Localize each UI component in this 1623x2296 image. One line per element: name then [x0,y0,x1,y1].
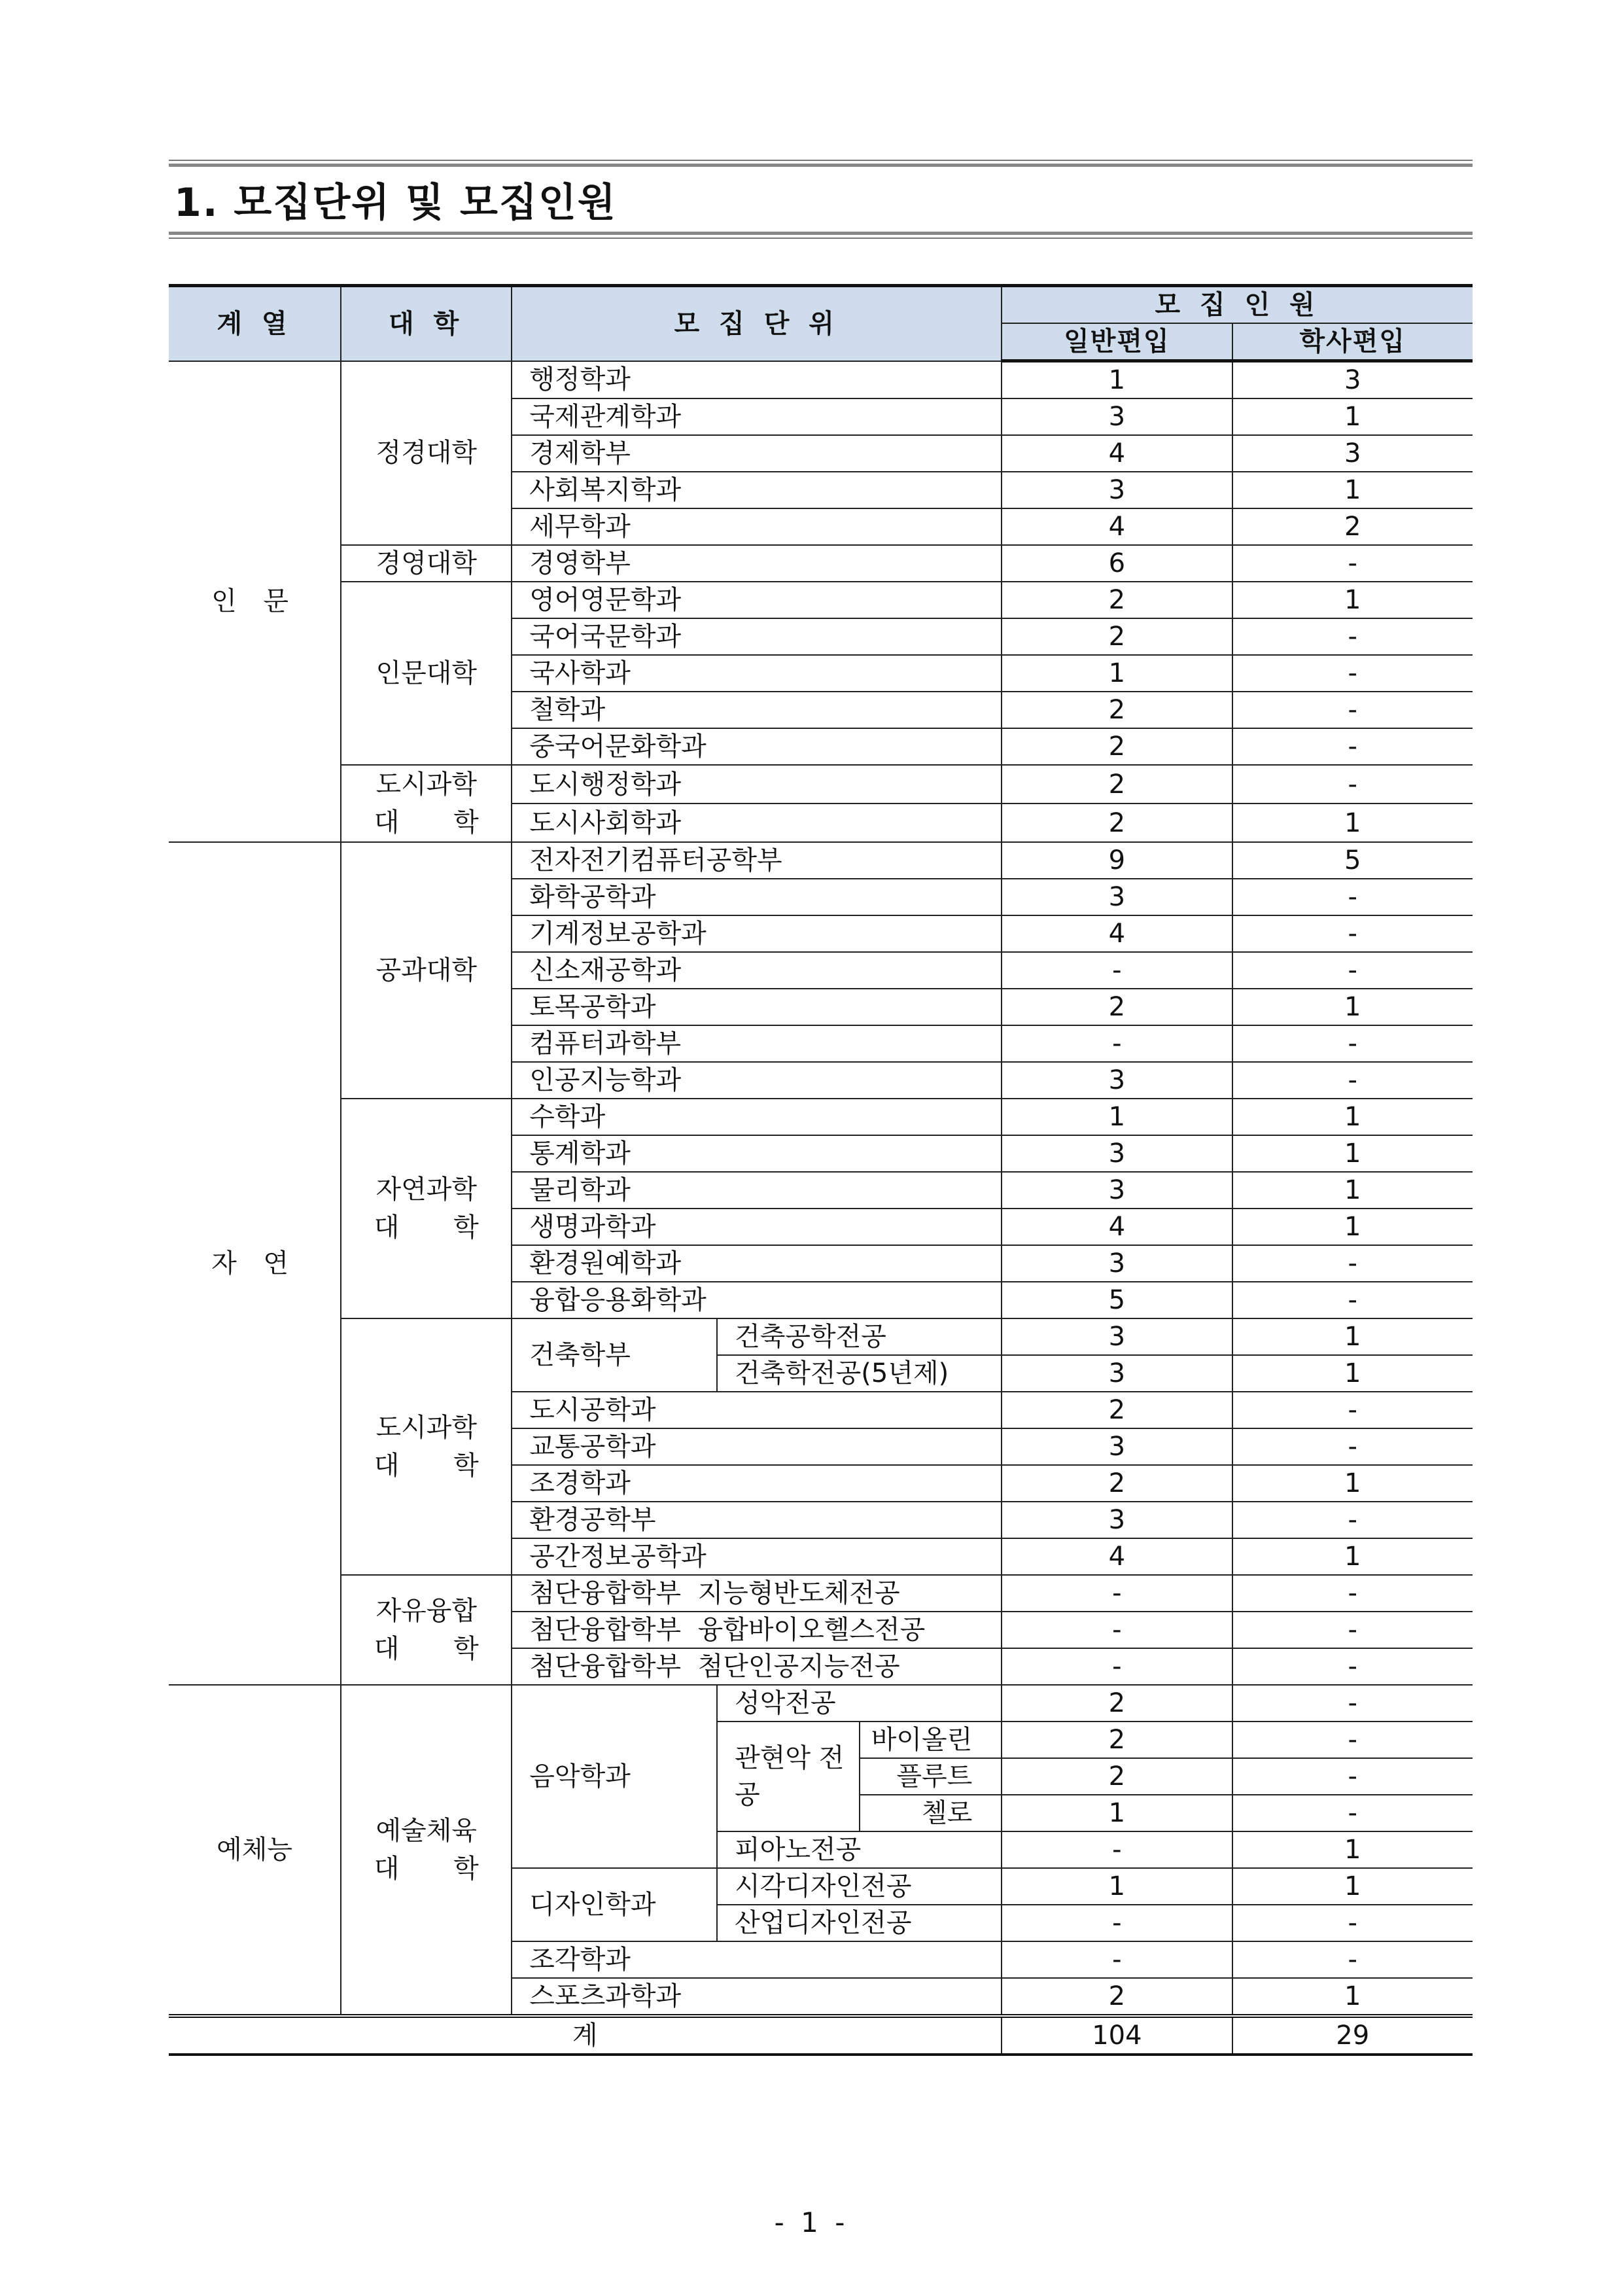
unit-cell: 사회복지학과 [512,472,1002,508]
category-cell: 자 연 [169,842,341,1685]
unit-cell: 화학공학과 [512,879,1002,915]
college-line: 대 학 [374,1212,479,1243]
unit-cell: 건축학부 [512,1318,717,1392]
general-cell: - [1002,1648,1232,1685]
college-line: 자유융합 [375,1596,477,1626]
unit-cell: 도시행정학과 [512,765,1002,804]
general-cell: 4 [1002,915,1232,952]
unit-cell: 전자전기컴퓨터공학부 [512,842,1002,879]
bachelor-cell: 1 [1232,1978,1473,2016]
bachelor-cell: 1 [1232,1209,1473,1245]
bachelor-cell: - [1232,1612,1473,1648]
bachelor-cell: - [1232,1795,1473,1831]
unit-cell: 디자인학과 [512,1868,717,1941]
general-cell: - [1002,1025,1232,1062]
sub-unit-cell: 성악전공 [717,1685,1002,1722]
unit-cell: 첨단융합학부 첨단인공지능전공 [512,1648,1002,1685]
unit-cell: 토목공학과 [512,989,1002,1025]
bachelor-cell: - [1232,618,1473,655]
general-cell: 4 [1002,435,1232,472]
bachelor-cell: 5 [1232,842,1473,879]
general-cell: 3 [1002,1245,1232,1282]
general-cell: 3 [1002,1062,1232,1099]
general-cell: - [1002,952,1232,989]
total-general: 104 [1002,2016,1232,2055]
instrument-cell: 바이올린 [860,1722,1002,1758]
unit-cell: 첨단융합학부 융합바이오헬스전공 [512,1612,1002,1648]
sub-unit-cell: 시각디자인전공 [717,1868,1002,1905]
unit-cell: 국제관계학과 [512,398,1002,435]
total-bachelor: 29 [1232,2016,1473,2055]
total-row [169,2016,1473,2055]
bachelor-cell: - [1232,1905,1473,1941]
bachelor-cell: 1 [1232,1465,1473,1502]
general-cell: 6 [1002,545,1232,582]
college-cell: 공과대학 [341,842,512,1099]
general-cell: 3 [1002,1502,1232,1538]
unit-cell: 공간정보공학과 [512,1538,1002,1575]
bachelor-cell: - [1232,765,1473,804]
general-cell: 2 [1002,1758,1232,1795]
bachelor-cell: - [1232,1648,1473,1685]
bachelor-cell: - [1232,1941,1473,1978]
general-cell: - [1002,1612,1232,1648]
unit-cell: 첨단융합학부 지능형반도체전공 [512,1575,1002,1612]
college-line: 도시과학 [375,769,477,800]
general-cell: 3 [1002,1318,1232,1355]
college-cell: 인문대학 [341,582,512,765]
general-cell: 2 [1002,1392,1232,1428]
general-cell: - [1002,1905,1232,1941]
unit-cell: 경제학부 [512,435,1002,472]
total-label: 계 [169,2016,1002,2055]
bachelor-cell: - [1232,1282,1473,1318]
bachelor-cell: - [1232,692,1473,728]
college-line: 자연과학 [375,1174,477,1205]
unit-cell: 경영학부 [512,545,1002,582]
general-cell: 2 [1002,989,1232,1025]
unit-cell: 세무학과 [512,508,1002,545]
general-cell: 4 [1002,1209,1232,1245]
title-rule-bottom [169,232,1473,239]
instrument-cell: 첼로 [860,1795,1002,1831]
bachelor-cell: - [1232,1245,1473,1282]
general-cell: 3 [1002,472,1232,508]
table-row [169,582,1473,618]
general-cell: 1 [1002,361,1232,399]
college-line: 대 학 [374,1451,479,1481]
general-cell: 2 [1002,618,1232,655]
bachelor-cell: - [1232,655,1473,692]
sub-unit-cell: 피아노전공 [717,1831,1002,1868]
header-quota: 모 집 인 원 [1002,286,1473,324]
general-cell: 2 [1002,1722,1232,1758]
unit-cell: 도시사회학과 [512,804,1002,842]
unit-cell: 조각학과 [512,1941,1002,1978]
unit-cell: 스포츠과학과 [512,1978,1002,2016]
table-row [169,1318,1473,1355]
general-cell: 1 [1002,655,1232,692]
bachelor-cell: 1 [1232,1355,1473,1392]
page-title: 1. 모집단위 및 모집인원 [174,180,617,226]
unit-cell: 융합응용화학과 [512,1282,1002,1318]
college-line: 도시과학 [375,1413,477,1443]
general-cell: 3 [1002,1135,1232,1172]
general-cell: 2 [1002,582,1232,618]
college-cell: 경영대학 [341,545,512,582]
general-cell: 4 [1002,1538,1232,1575]
bachelor-cell: - [1232,879,1473,915]
bachelor-cell: 1 [1232,1318,1473,1355]
admission-quota-table [169,284,1473,2056]
bachelor-cell: - [1232,545,1473,582]
bachelor-cell: - [1232,1062,1473,1099]
general-cell: 3 [1002,1355,1232,1392]
bachelor-cell: - [1232,1025,1473,1062]
table-row [169,545,1473,582]
table-row [169,765,1473,804]
general-cell: 2 [1002,1685,1232,1722]
bachelor-cell: - [1232,952,1473,989]
unit-cell: 인공지능학과 [512,1062,1002,1099]
bachelor-cell: 1 [1232,1135,1473,1172]
sub-unit-cell: 건축학전공(5년제) [717,1355,1002,1392]
unit-cell: 국사학과 [512,655,1002,692]
bachelor-cell: 1 [1232,472,1473,508]
unit-cell: 중국어문화학과 [512,728,1002,765]
unit-cell: 신소재공학과 [512,952,1002,989]
bachelor-cell: - [1232,915,1473,952]
instrument-cell: 플루트 [860,1758,1002,1795]
sub-unit-cell: 관현악 전공 [717,1722,860,1831]
bachelor-cell: 1 [1232,1172,1473,1209]
general-cell: - [1002,1831,1232,1868]
table-row [169,842,1473,879]
unit-cell: 환경공학부 [512,1502,1002,1538]
bachelor-cell: 1 [1232,1538,1473,1575]
bachelor-cell: 1 [1232,398,1473,435]
general-cell: 5 [1002,1282,1232,1318]
bachelor-cell: 1 [1232,804,1473,842]
general-cell: - [1002,1941,1232,1978]
college-cell [341,1099,512,1318]
bachelor-cell: 2 [1232,508,1473,545]
sub-unit-cell: 건축공학전공 [717,1318,1002,1355]
college-cell [341,1318,512,1575]
general-cell: 2 [1002,1978,1232,2016]
table-row [169,1099,1473,1135]
bachelor-cell: - [1232,1575,1473,1612]
general-cell: 1 [1002,1868,1232,1905]
general-cell: 3 [1002,398,1232,435]
bachelor-cell: 1 [1232,1099,1473,1135]
unit-cell: 행정학과 [512,361,1002,399]
bachelor-cell: 1 [1232,989,1473,1025]
college-cell [341,765,512,842]
bachelor-cell: 1 [1232,582,1473,618]
bachelor-cell: - [1232,1758,1473,1795]
general-cell: 1 [1002,1795,1232,1831]
unit-cell: 통계학과 [512,1135,1002,1172]
unit-cell: 철학과 [512,692,1002,728]
bachelor-cell: 1 [1232,1868,1473,1905]
table-row [169,1575,1473,1612]
header-category: 계 열 [169,286,341,361]
header-general: 일반편입 [1002,323,1232,361]
unit-cell: 국어국문학과 [512,618,1002,655]
general-cell: 4 [1002,508,1232,545]
table-row [169,1685,1473,1722]
bachelor-cell: 1 [1232,1831,1473,1868]
general-cell: 2 [1002,728,1232,765]
bachelor-cell: - [1232,728,1473,765]
unit-cell: 수학과 [512,1099,1002,1135]
title-rule-top [169,160,1473,167]
unit-cell: 교통공학과 [512,1428,1002,1465]
sub-unit-cell: 산업디자인전공 [717,1905,1002,1941]
category-cell: 예체능 [169,1685,341,2016]
category-cell: 인 문 [169,361,341,843]
unit-cell: 물리학과 [512,1172,1002,1209]
general-cell: 2 [1002,804,1232,842]
unit-cell: 음악학과 [512,1685,717,1868]
table-row [169,361,1473,399]
bachelor-cell: - [1232,1722,1473,1758]
general-cell: 2 [1002,692,1232,728]
college-line: 대 학 [374,1854,479,1884]
unit-cell: 도시공학과 [512,1392,1002,1428]
bachelor-cell: - [1232,1392,1473,1428]
general-cell: - [1002,1575,1232,1612]
bachelor-cell: - [1232,1685,1473,1722]
college-line: 예술체육 [375,1816,477,1846]
unit-cell: 생명과학과 [512,1209,1002,1245]
general-cell: 3 [1002,1428,1232,1465]
header-bachelor: 학사편입 [1232,323,1473,361]
general-cell: 3 [1002,1172,1232,1209]
unit-cell: 영어영문학과 [512,582,1002,618]
college-cell [341,1685,512,2016]
bachelor-cell: 3 [1232,361,1473,399]
college-cell: 정경대학 [341,361,512,546]
general-cell: 2 [1002,1465,1232,1502]
general-cell: 9 [1002,842,1232,879]
general-cell: 2 [1002,765,1232,804]
college-line: 대 학 [374,1634,479,1664]
header-college: 대 학 [341,286,512,361]
page-number: - 1 - [774,2206,849,2238]
unit-cell: 환경원예학과 [512,1245,1002,1282]
header-unit: 모 집 단 위 [512,286,1002,361]
bachelor-cell: 3 [1232,435,1473,472]
general-cell: 3 [1002,879,1232,915]
unit-cell: 컴퓨터과학부 [512,1025,1002,1062]
bachelor-cell: - [1232,1428,1473,1465]
college-line: 대 학 [374,807,479,838]
unit-cell: 조경학과 [512,1465,1002,1502]
bachelor-cell: - [1232,1502,1473,1538]
general-cell: 1 [1002,1099,1232,1135]
unit-cell: 기계정보공학과 [512,915,1002,952]
college-cell [341,1575,512,1685]
